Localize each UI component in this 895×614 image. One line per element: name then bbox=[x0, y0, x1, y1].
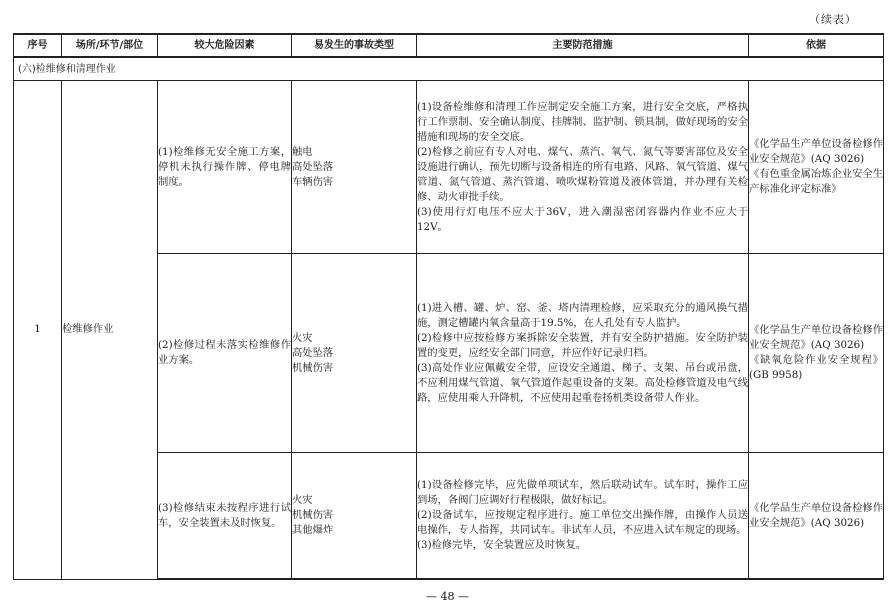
hazard-cell bbox=[158, 453, 292, 580]
accident-type: 触电 bbox=[292, 145, 313, 158]
row-place: 检维修作业 bbox=[62, 81, 158, 580]
header-hazard: 较大危险因素 bbox=[158, 34, 292, 57]
measure-item: (3)使用行灯电压不应大于36V，进入潮湿密闭容器内作业不应大于12V。 bbox=[417, 205, 748, 233]
basis-item: 《化学品生产单位设备检修作业安全规范》(AQ 3026) bbox=[749, 501, 883, 529]
header-place: 场所/环节/部位 bbox=[62, 34, 158, 57]
accident-type: 机械伤害 bbox=[292, 361, 334, 374]
basis-item: 《化学品生产单位设备检修作业安全规范》(AQ 3026) bbox=[749, 324, 883, 351]
basis-cell bbox=[749, 254, 884, 453]
accident-cell bbox=[292, 453, 417, 580]
accident-type: 机械伤害 bbox=[292, 509, 334, 521]
measure-item: (3)检修完毕，安全装置应及时恢复。 bbox=[417, 539, 587, 551]
accident-type: 火灾 bbox=[292, 331, 313, 344]
page-number: — 48 — bbox=[426, 590, 469, 603]
accident-cell bbox=[292, 254, 417, 453]
measure-item: (2)检修之前应有专人对电、煤气、蒸汽、氧气、氮气等要害部位及安全设施进行确认，预先切断与设备相连的所有电路、风路、氧气管道、煤气管道、氮气管道、蒸汽管道、喷吹煤粉管道及液体管道，并办理有关检修、动火审批手续。 bbox=[417, 145, 748, 203]
accident-type: 高处坠落 bbox=[292, 346, 334, 359]
measure-item: (1)进入槽、罐、炉、窑、釜、塔内清理检修，应采取充分的通风换气措施，测定槽罐内氧含量高于19.5%，在人孔处有专人监护。 bbox=[417, 301, 748, 329]
hazard-text: (1)检维修无安全施工方案，停机未执行操作牌、停电牌制度。 bbox=[158, 145, 291, 188]
hazard-cell bbox=[158, 254, 292, 453]
measure-item: (1)设备检修完毕，应先做单项试车，然后联动试车。试车时，操作工应到场，各阀门应调好行程极限，做好标记。 bbox=[417, 479, 748, 506]
header-accident: 易发生的事故类型 bbox=[292, 34, 417, 57]
measure-item: (2)检修中应按检修方案拆除安全装置，并有安全防护措施。安全防护装置的变更，应经安全部门同意，并应作好记录归档。 bbox=[417, 331, 748, 359]
table-header-row bbox=[14, 34, 884, 57]
accident-cell bbox=[292, 81, 417, 254]
row-index: 1 bbox=[14, 81, 62, 580]
table-row bbox=[14, 81, 884, 254]
measures-cell bbox=[417, 254, 749, 453]
measure-item: (1)设备检维修和清理工作应制定安全施工方案，进行安全交底，严格执行工作票制、安全确认制度、挂牌制、监护制、锁具制，做好现场的安全措施和现场的安全交底。 bbox=[417, 100, 748, 143]
measure-item: (3)高处作业应佩戴安全带，应设安全通道、梯子、支架、吊台或吊盘，不应利用煤气管道、氧气管道作起重设备的支架。高处检修管道及电气线路，应使用乘人升降机，不应使用起重卷扬机类设备带人作业。 bbox=[417, 361, 748, 404]
basis-cell bbox=[749, 453, 884, 580]
basis-item: 《有色重金属冶炼企业安全生产标准化评定标准》 bbox=[749, 168, 883, 195]
accident-type: 火灾 bbox=[292, 494, 313, 506]
measures-cell bbox=[417, 453, 749, 580]
basis-cell bbox=[749, 81, 884, 254]
hazard-table bbox=[13, 33, 884, 580]
header-measures: 主要防范措施 bbox=[417, 34, 749, 57]
basis-item: 《缺氧危险作业安全规程》(GB 9958) bbox=[749, 354, 883, 381]
section-row bbox=[14, 57, 884, 81]
section-title: (六)检维修和清理作业 bbox=[14, 57, 884, 81]
measure-item: (2)设备试车，应按规定程序进行。施工单位交出操作牌，由操作人员送电操作，专人指挥，共同试车。非试车人员，不应进入试车规定的现场。 bbox=[417, 509, 748, 536]
hazard-cell bbox=[158, 81, 292, 254]
basis-item: 《化学品生产单位设备检修作业安全规范》(AQ 3026) bbox=[749, 138, 883, 165]
accident-type: 高处坠落 bbox=[292, 160, 334, 173]
hazard-text: (3)检修结束未按程序进行试车，安全装置未及时恢复。 bbox=[158, 501, 291, 529]
accident-type: 其他爆炸 bbox=[292, 524, 334, 536]
hazard-text: (2)检修过程未落实检维修作业方案。 bbox=[158, 339, 291, 366]
measures-cell bbox=[417, 81, 749, 254]
continued-label: （续表） bbox=[809, 13, 857, 26]
header-idx: 序号 bbox=[14, 34, 62, 57]
header-basis: 依据 bbox=[749, 34, 884, 57]
accident-type: 车辆伤害 bbox=[292, 175, 334, 188]
